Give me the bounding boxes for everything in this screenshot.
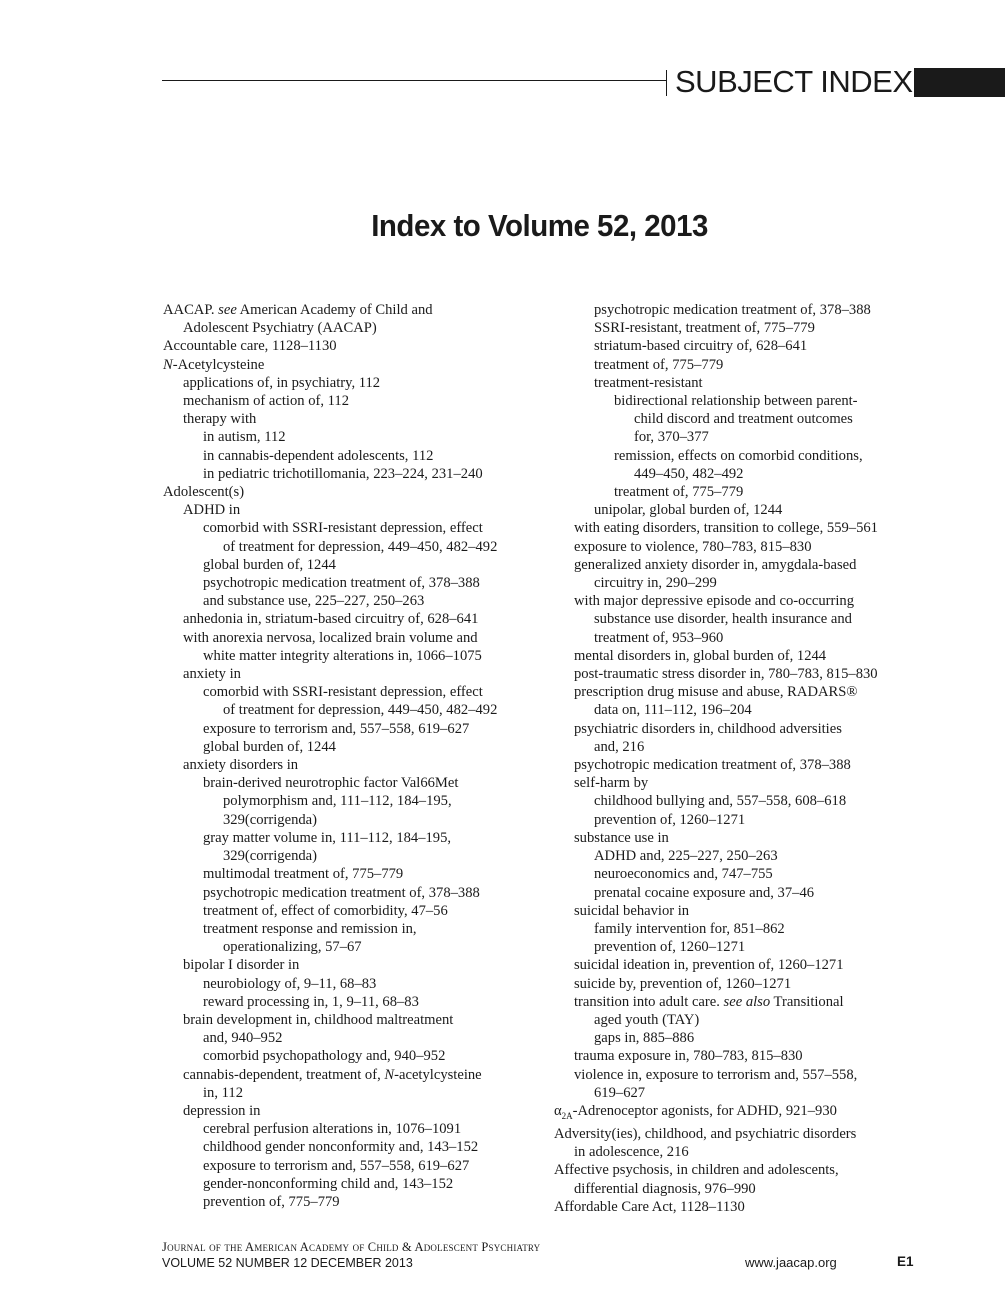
header-rule-tick [666,70,667,96]
index-entry [163,956,543,974]
index-entry [554,1029,934,1047]
index-entry-line: generalized anxiety disorder in, amygdala-based [574,556,857,573]
index-entry-line: and substance use, 225–227, 250–263 [203,593,425,610]
index-entry-line: brain-derived neurotrophic factor Val66Met [203,775,459,792]
index-entry [554,1161,934,1197]
index-entry [163,902,543,920]
index-entry-line: anhedonia in, striatum-based circuitry of, 628–641 [183,611,479,628]
index-entry [554,829,934,847]
index-entry-line: applications of, in psychiatry, 112 [183,374,381,391]
index-entry-line: ADHD in [183,502,241,519]
index-entry [163,665,543,683]
index-entry [163,410,543,428]
index-entry [163,1102,543,1120]
index-entry [554,847,934,865]
index-entry [163,975,543,993]
index-entry [163,483,543,501]
index-entry [554,865,934,883]
index-entry [554,538,934,556]
index-entry [163,428,543,446]
index-entry-line: comorbid with SSRI-resistant depression, effect [203,520,483,537]
index-entry-line: gaps in, 885–886 [594,1030,695,1047]
index-entry [163,920,543,956]
index-entry-line: treatment of, 775–779 [594,356,724,373]
index-entry-line: mental disorders in, global burden of, 1244 [574,647,827,664]
header-rule [162,80,666,81]
index-entry-line: remission, effects on comorbid conditions, [614,447,863,464]
index-entry [163,465,543,483]
index-entry-line: psychotropic medication treatment of, 378–388 [574,757,851,774]
index-entry-line: family intervention for, 851–862 [594,920,785,937]
index-entry-line: childhood gender nonconformity and, 143–152 [203,1139,479,1156]
index-entry-continuation: aged youth (TAY) [594,1011,700,1028]
index-entry-continuation: and, 216 [594,738,645,755]
index-entry [163,865,543,883]
index-entry [554,1125,934,1161]
index-entry-line: treatment-resistant [594,374,703,391]
index-entry-line: Accountable care, 1128–1130 [163,338,337,355]
index-entry-line: gender-nonconforming child and, 143–152 [203,1175,454,1192]
index-entry-line: cerebral perfusion alterations in, 1076–1091 [203,1121,462,1138]
index-entry [163,447,543,465]
index-entry-line: AACAP. see American Academy of Child and [163,302,433,318]
index-entry [163,1193,543,1211]
index-entry-line: violence in, exposure to terrorism and, 557–558, [574,1066,858,1083]
index-entry-line: anxiety disorders in [183,757,299,774]
index-entry-continuation: differential diagnosis, 976–990 [574,1180,756,1197]
index-entry-line: treatment of, effect of comorbidity, 47–56 [203,902,448,919]
index-entry-line: cannabis-dependent, treatment of, N-acetylcysteine [183,1066,482,1083]
index-entry [554,1066,934,1102]
index-entry [554,519,934,537]
index-entry [554,993,934,1029]
index-entry-continuation: polymorphism and, 111–112, 184–195, [223,793,452,810]
index-entry-line: in cannabis-dependent adolescents, 112 [203,447,434,464]
index-entry [554,811,934,829]
footer-volume-line: VOLUME 52 NUMBER 12 DECEMBER 2013 [162,1256,413,1270]
index-entry [163,738,543,756]
index-entry [554,392,934,447]
index-entry-line: prevention of, 1260–1271 [594,811,746,828]
index-entry-line: mechanism of action of, 112 [183,393,350,410]
index-entry-line: comorbid psychopathology and, 940–952 [203,1048,446,1065]
index-entry [163,756,543,774]
index-entry-line: $\alpha_{2A}$-Adrenoceptor agonists, for ADHD, 921–930 [554,1102,837,1121]
page-number: E1 [897,1254,914,1269]
index-entry-continuation: and, 940–952 [203,1030,283,1047]
index-entry-line: psychotropic medication treatment of, 378–388 [594,302,871,318]
index-entry-line: treatment of, 775–779 [614,484,744,501]
index-entry [554,756,934,774]
section-title: SUBJECT INDEX [675,64,913,99]
index-entry-line: SSRI-resistant, treatment of, 775–779 [594,320,815,337]
index-entry [554,1102,934,1125]
index-entry [163,1047,543,1065]
index-entry [163,301,543,337]
index-entry-continuation: data on, 111–112, 196–204 [594,702,752,719]
index-entry-continuation: of treatment for depression, 449–450, 482–492 [223,538,498,555]
index-entry [554,483,934,501]
index-entry-line: with major depressive episode and co-occurring [574,593,855,610]
index-entry-line: Adolescent(s) [163,484,245,501]
index-entry-line: prenatal cocaine exposure and, 37–46 [594,884,815,901]
index-entry [163,356,543,374]
index-entry-line: bipolar I disorder in [183,957,300,974]
index-entry [554,447,934,483]
index-entry [554,665,934,683]
index-entry [554,301,934,319]
footer-website[interactable]: www.jaacap.org [745,1255,837,1270]
index-entry-line: suicidal behavior in [574,902,690,919]
index-column-left [163,301,543,1211]
index-entry-continuation: white matter integrity alterations in, 1066–1075 [203,647,482,664]
index-entry-line: neurobiology of, 9–11, 68–83 [203,975,377,992]
index-entry-continuation: 619–627 [594,1084,646,1101]
index-entry-continuation: for, 370–377 [634,429,709,446]
index-entry [554,774,934,792]
index-entry-line: post-traumatic stress disorder in, 780–783, 815–830 [574,666,878,683]
index-entry-line: transition into adult care. see also Transitional [574,993,844,1010]
index-entry-line: with eating disorders, transition to college, 559–561 [574,520,878,537]
index-entry-line: exposure to terrorism and, 557–558, 619–627 [203,720,470,737]
index-entry [163,501,543,519]
index-entry-continuation: of treatment for depression, 449–450, 482–492 [223,702,498,719]
index-entry-line: global burden of, 1244 [203,556,336,573]
index-entry-continuation: 449–450, 482–492 [634,465,744,482]
index-entry-continuation: substance use disorder, health insurance and [594,611,852,628]
index-entry-continuation: circuitry in, 290–299 [594,575,717,592]
index-entry-continuation: 329(corrigenda) [223,811,318,828]
index-entry-continuation: child discord and treatment outcomes [634,411,853,428]
index-entry-line: in pediatric trichotillomania, 223–224, 231–240 [203,465,483,482]
index-entry [554,1198,934,1216]
index-entry [554,683,934,719]
index-entry-line: exposure to violence, 780–783, 815–830 [574,538,812,555]
index-entry-line: with anorexia nervosa, localized brain volume and [183,629,478,646]
index-entry [554,556,934,592]
index-entry-line: gray matter volume in, 111–112, 184–195, [203,829,452,846]
index-entry [554,374,934,392]
index-entry-continuation: in, 112 [203,1084,243,1101]
index-entry [163,829,543,865]
index-entry [554,884,934,902]
index-entry [554,319,934,337]
index-entry-line: psychotropic medication treatment of, 378–388 [203,575,480,592]
index-entry-line: suicide by, prevention of, 1260–1271 [574,975,792,992]
index-entry-continuation: Adolescent Psychiatry (AACAP) [183,320,377,337]
index-entry [163,610,543,628]
index-entry [163,574,543,592]
index-entry [163,1120,543,1138]
index-entry-line: exposure to terrorism and, 557–558, 619–627 [203,1157,470,1174]
index-entry [163,392,543,410]
index-entry-line: Affective psychosis, in children and adolescents, [554,1162,839,1179]
index-entry [163,774,543,829]
index-column-right [554,301,934,1216]
index-entry [163,884,543,902]
index-entry [554,647,934,665]
index-entry [554,902,934,920]
index-entry [554,1047,934,1065]
index-entry-line: self-harm by [574,775,649,792]
index-entry [163,592,543,610]
index-entry [163,629,543,665]
index-entry-line: prescription drug misuse and abuse, RADARS® [574,684,858,701]
index-entry [554,592,934,647]
index-entry [554,356,934,374]
index-entry [163,1175,543,1193]
index-entry-line: psychotropic medication treatment of, 378–388 [203,884,480,901]
index-entry [554,337,934,355]
index-entry [163,993,543,1011]
index-entry-line: depression in [183,1102,261,1119]
index-entry [163,556,543,574]
index-entry [163,683,543,719]
index-entry-line: substance use in [574,829,669,846]
index-entry-line: therapy with [183,411,257,428]
index-entry-continuation: operationalizing, 57–67 [223,939,362,956]
index-entry-line: prevention of, 1260–1271 [594,939,746,956]
header-black-tab [914,68,1005,97]
index-entry-line: prevention of, 775–779 [203,1193,340,1210]
index-entry-line: Affordable Care Act, 1128–1130 [554,1198,745,1215]
index-entry-line: psychiatric disorders in, childhood adversities [574,720,842,737]
index-entry-continuation: 329(corrigenda) [223,848,318,865]
index-entry [163,374,543,392]
index-entry [163,1066,543,1102]
index-entry [554,975,934,993]
index-entry-line: Adversity(ies), childhood, and psychiatric disorders [554,1126,857,1143]
index-entry [163,1157,543,1175]
index-entry [163,519,543,555]
index-entry [554,938,934,956]
index-entry-line: treatment response and remission in, [203,920,417,937]
index-entry-line: trauma exposure in, 780–783, 815–830 [574,1048,803,1065]
index-entry-line: childhood bullying and, 557–558, 608–618 [594,793,847,810]
index-entry-line: multimodal treatment of, 775–779 [203,866,404,883]
index-entry [554,720,934,756]
index-entry-line: bidirectional relationship between parent- [614,393,858,410]
index-entry-line: striatum-based circuitry of, 628–641 [594,338,808,355]
footer-journal-name: Journal of the American Academy of Child & Adolescent Psychiatry [162,1240,541,1254]
index-entry-line: N-Acetylcysteine [163,356,265,373]
index-entry [554,792,934,810]
index-entry-continuation: in adolescence, 216 [574,1144,689,1161]
index-entry [554,501,934,519]
index-entry-continuation: treatment of, 953–960 [594,629,724,646]
index-entry-line: unipolar, global burden of, 1244 [594,502,783,519]
index-entry-line: suicidal ideation in, prevention of, 1260–1271 [574,957,844,974]
index-entry [163,1138,543,1156]
index-entry [163,337,543,355]
index-entry-line: reward processing in, 1, 9–11, 68–83 [203,993,419,1010]
index-entry [554,920,934,938]
index-entry-line: neuroeconomics and, 747–755 [594,866,773,883]
index-entry [163,720,543,738]
index-entry [554,956,934,974]
index-entry-line: in autism, 112 [203,429,286,446]
index-entry-line: anxiety in [183,666,241,683]
page-title: Index to Volume 52, 2013 [371,208,708,243]
index-entry-line: global burden of, 1244 [203,738,336,755]
index-entry-line: brain development in, childhood maltreatment [183,1011,454,1028]
index-entry-line: ADHD and, 225–227, 250–263 [594,848,778,865]
index-entry-line: comorbid with SSRI-resistant depression, effect [203,684,483,701]
index-entry [163,1011,543,1047]
